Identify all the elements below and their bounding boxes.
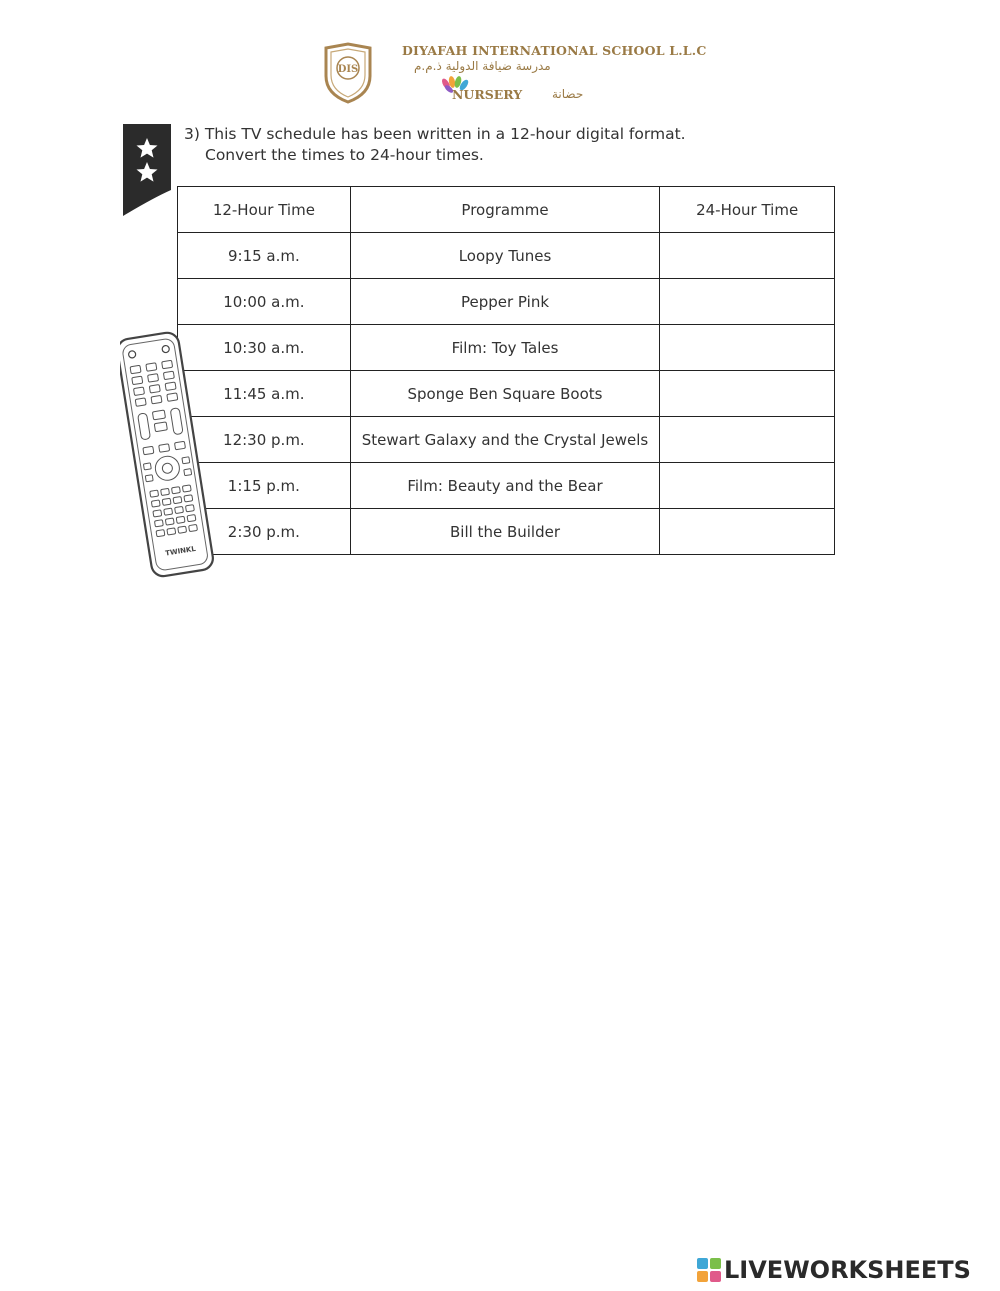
header-24-hour-time: 24-Hour Time bbox=[660, 187, 835, 233]
time-24-answer-cell[interactable] bbox=[660, 371, 835, 417]
liveworksheets-icon bbox=[697, 1258, 721, 1282]
time-12-cell: 2:30 p.m. bbox=[178, 509, 351, 555]
programme-cell: Film: Beauty and the Bear bbox=[350, 463, 660, 509]
nursery-label bbox=[438, 76, 608, 106]
time-12-cell: 10:30 a.m. bbox=[178, 325, 351, 371]
programme-cell: Pepper Pink bbox=[350, 279, 660, 325]
task-instructions bbox=[184, 124, 686, 166]
programme-cell: Film: Toy Tales bbox=[350, 325, 660, 371]
time-24-answer-cell[interactable] bbox=[660, 233, 835, 279]
programme-cell: Stewart Galaxy and the Crystal Jewels bbox=[350, 417, 660, 463]
nursery-en: NURSERY bbox=[452, 87, 523, 102]
nursery-ar: حضانة bbox=[552, 87, 584, 101]
programme-cell: Sponge Ben Square Boots bbox=[350, 371, 660, 417]
header-programme: Programme bbox=[350, 187, 660, 233]
time-12-cell: 12:30 p.m. bbox=[178, 417, 351, 463]
tv-remote-icon bbox=[120, 326, 216, 580]
time-24-answer-cell[interactable] bbox=[660, 417, 835, 463]
time-12-cell: 11:45 a.m. bbox=[178, 371, 351, 417]
time-24-answer-cell[interactable] bbox=[660, 463, 835, 509]
crest-text: DIS bbox=[337, 64, 359, 75]
two-stars-icon bbox=[123, 124, 171, 216]
school-crest-icon bbox=[322, 42, 374, 104]
table-header-row bbox=[178, 187, 835, 233]
table-row bbox=[178, 279, 835, 325]
programme-cell: Loopy Tunes bbox=[350, 233, 660, 279]
table-row bbox=[178, 417, 835, 463]
table-row bbox=[178, 509, 835, 555]
tv-schedule-table bbox=[177, 186, 835, 555]
remote-brand-text: TWINKL bbox=[164, 544, 197, 558]
table-row bbox=[178, 325, 835, 371]
liveworksheets-text: LIVEWORKSHEETS bbox=[724, 1256, 971, 1284]
header-12-hour-time: 12-Hour Time bbox=[178, 187, 351, 233]
time-24-answer-cell[interactable] bbox=[660, 279, 835, 325]
school-name-en: DIYAFAH INTERNATIONAL SCHOOL L.L.C bbox=[402, 43, 707, 58]
table-row bbox=[178, 233, 835, 279]
task-line-1: 3) This TV schedule has been written in a 12-hour digital format. bbox=[184, 125, 686, 143]
time-12-cell: 1:15 p.m. bbox=[178, 463, 351, 509]
programme-cell: Bill the Builder bbox=[350, 509, 660, 555]
table-row bbox=[178, 463, 835, 509]
school-name-ar: مدرسة ضيافة الدولية ذ.م.م bbox=[414, 59, 551, 73]
time-24-answer-cell[interactable] bbox=[660, 509, 835, 555]
time-24-answer-cell[interactable] bbox=[660, 325, 835, 371]
task-line-2: Convert the times to 24-hour times. bbox=[205, 146, 484, 164]
time-12-cell: 9:15 a.m. bbox=[178, 233, 351, 279]
time-12-cell: 10:00 a.m. bbox=[178, 279, 351, 325]
table-row bbox=[178, 371, 835, 417]
school-header bbox=[322, 40, 707, 110]
liveworksheets-logo[interactable] bbox=[697, 1256, 971, 1284]
